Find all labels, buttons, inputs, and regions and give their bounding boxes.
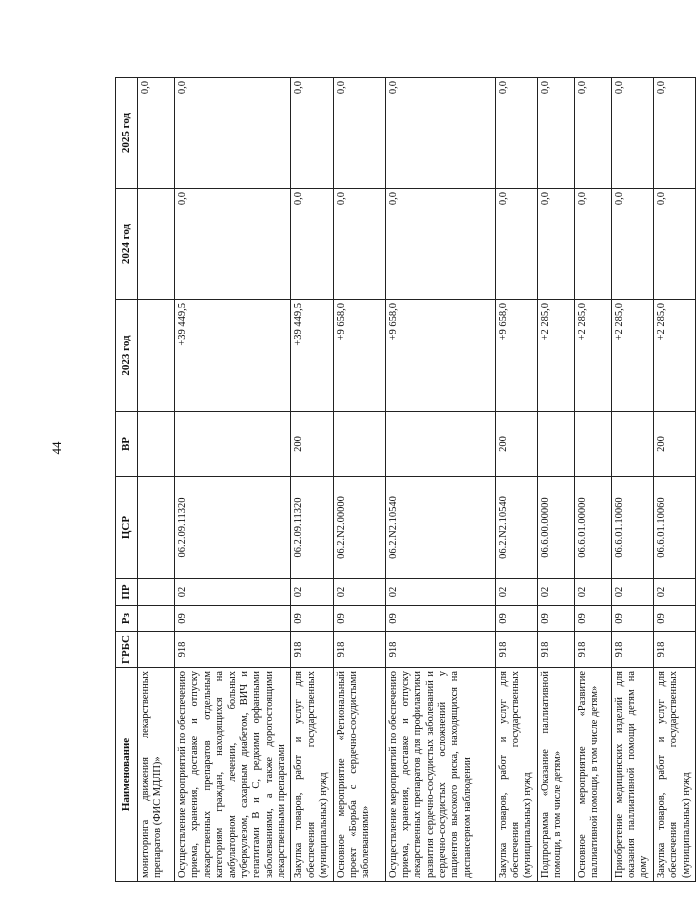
row-vr: 200 xyxy=(291,412,333,477)
header-csr: ЦСР xyxy=(116,477,138,579)
row-vr xyxy=(574,412,611,477)
header-name: Наименование xyxy=(116,668,138,882)
row-2025: 0,0 xyxy=(574,78,611,189)
row-pr xyxy=(138,579,175,606)
row-2025: 0,0 xyxy=(653,78,695,189)
row-pr: 02 xyxy=(574,579,611,606)
row-2024 xyxy=(138,189,175,300)
row-2025: 0,0 xyxy=(537,78,574,189)
row-2025: 0,0 xyxy=(611,78,653,189)
row-2025: 0,0 xyxy=(495,78,537,189)
header-grbs: ГРБС xyxy=(116,632,138,668)
budget-table xyxy=(115,77,696,882)
row-grbs: 918 xyxy=(653,632,695,668)
row-csr: 06.6.01.10060 xyxy=(611,477,653,579)
row-name: Закупка товаров, работ и услуг для обеспечения государственных (муниципальных) нужд xyxy=(495,668,537,882)
row-vr: 200 xyxy=(653,412,695,477)
row-rz: 09 xyxy=(574,606,611,632)
header-rz: Рз xyxy=(116,606,138,632)
row-grbs xyxy=(138,632,175,668)
row-name: Подпрограмма «Оказание паллиативной помощи, в том числе детям» xyxy=(537,668,574,882)
row-csr: 06.6.00.00000 xyxy=(537,477,574,579)
row-vr xyxy=(385,412,495,477)
header-2024: 2024 год xyxy=(116,189,138,300)
row-name: мониторинга движения лекарственных препаратов (ФИС МДЛП)» xyxy=(138,668,175,882)
row-2024: 0,0 xyxy=(175,189,291,300)
row-2024: 0,0 xyxy=(653,189,695,300)
row-vr xyxy=(537,412,574,477)
row-grbs: 918 xyxy=(385,632,495,668)
row-grbs: 918 xyxy=(537,632,574,668)
row-csr: 06.2.09.11320 xyxy=(291,477,333,579)
row-csr: 06.6.01.00000 xyxy=(574,477,611,579)
row-name: Основное мероприятие «Региональный проект «Борьба с сердечно-сосудистыми заболеваниями» xyxy=(333,668,385,882)
row-rz: 09 xyxy=(333,606,385,632)
row-grbs: 918 xyxy=(574,632,611,668)
table-row xyxy=(495,78,537,882)
table-header-row xyxy=(116,78,138,882)
row-name: Осуществление мероприятий по обеспечению приема, хранения, доставке и отпуску лекарственных препаратов для профилактики развития сердечно-сосудистых заболеваний и сердечно-сосудистых осложнений у пациентов высокого риска, находящихся на диспансерном наблюдении xyxy=(385,668,495,882)
row-grbs: 918 xyxy=(175,632,291,668)
row-name: Закупка товаров, работ и услуг для обеспечения государственных (муниципальных) нужд xyxy=(291,668,333,882)
row-grbs: 918 xyxy=(291,632,333,668)
table-row xyxy=(291,78,333,882)
row-csr: 06.2.N2.00000 xyxy=(333,477,385,579)
row-vr xyxy=(333,412,385,477)
row-2025: 0,0 xyxy=(138,78,175,189)
row-rz: 09 xyxy=(611,606,653,632)
row-csr xyxy=(138,477,175,579)
row-name: Закупка товаров, работ и услуг для обеспечения государственных (муниципальных) нужд xyxy=(653,668,695,882)
row-2024: 0,0 xyxy=(495,189,537,300)
row-grbs: 918 xyxy=(495,632,537,668)
row-csr: 06.6.01.10060 xyxy=(653,477,695,579)
row-2023: +2 285,0 xyxy=(653,300,695,412)
row-rz xyxy=(138,606,175,632)
table-row xyxy=(138,78,175,882)
row-2023: +9 658,0 xyxy=(333,300,385,412)
table-row xyxy=(385,78,495,882)
row-pr: 02 xyxy=(291,579,333,606)
row-rz: 09 xyxy=(653,606,695,632)
header-2023: 2023 год xyxy=(116,300,138,412)
row-2024: 0,0 xyxy=(333,189,385,300)
row-2023: +9 658,0 xyxy=(495,300,537,412)
row-pr: 02 xyxy=(611,579,653,606)
header-pr: ПР xyxy=(116,579,138,606)
row-2025: 0,0 xyxy=(333,78,385,189)
row-name: Основное мероприятие «Развитие паллиативной помощи, в том числе детям» xyxy=(574,668,611,882)
rotated-table-container xyxy=(115,78,692,882)
row-2024: 0,0 xyxy=(385,189,495,300)
row-2023: +39 449,5 xyxy=(291,300,333,412)
row-pr: 02 xyxy=(333,579,385,606)
row-2024: 0,0 xyxy=(537,189,574,300)
row-name: Осуществление мероприятий по обеспечению приема, хранения, доставке и отпуску лекарственных препаратов отдельным категориям граждан, находящихся на амбулаторном лечении, больных туберкулезом, сахарным диабетом, ВИЧ и гепатитами В и С, редкими орфанными заболеваниями, а также дорогостоящими лекарственными препаратами xyxy=(175,668,291,882)
row-2024: 0,0 xyxy=(611,189,653,300)
row-pr: 02 xyxy=(495,579,537,606)
row-csr: 06.2.09.11320 xyxy=(175,477,291,579)
row-2023: +2 285,0 xyxy=(537,300,574,412)
page-number: 44 xyxy=(49,441,64,455)
table-row xyxy=(333,78,385,882)
row-vr xyxy=(611,412,653,477)
row-grbs: 918 xyxy=(333,632,385,668)
row-csr: 06.2.N2.10540 xyxy=(385,477,495,579)
row-2025: 0,0 xyxy=(291,78,333,189)
row-2023: +2 285,0 xyxy=(611,300,653,412)
row-pr: 02 xyxy=(175,579,291,606)
row-vr xyxy=(138,412,175,477)
row-pr: 02 xyxy=(537,579,574,606)
row-rz: 09 xyxy=(291,606,333,632)
row-csr: 06.2.N2.10540 xyxy=(495,477,537,579)
row-pr: 02 xyxy=(385,579,495,606)
table-row xyxy=(653,78,695,882)
row-vr xyxy=(175,412,291,477)
row-2023: +9 658,0 xyxy=(385,300,495,412)
row-2025: 0,0 xyxy=(175,78,291,189)
row-name: Приобретение медицинских изделий для оказания паллиативной помощи детям на дому xyxy=(611,668,653,882)
row-vr: 200 xyxy=(495,412,537,477)
table-row xyxy=(537,78,574,882)
row-rz: 09 xyxy=(537,606,574,632)
row-rz: 09 xyxy=(175,606,291,632)
row-2024: 0,0 xyxy=(291,189,333,300)
header-vr: ВР xyxy=(116,412,138,477)
row-2023: +2 285,0 xyxy=(574,300,611,412)
table-row xyxy=(574,78,611,882)
row-grbs: 918 xyxy=(611,632,653,668)
row-pr: 02 xyxy=(653,579,695,606)
row-rz: 09 xyxy=(495,606,537,632)
row-2023: +39 449,5 xyxy=(175,300,291,412)
row-rz: 09 xyxy=(385,606,495,632)
row-2023 xyxy=(138,300,175,412)
table-row xyxy=(175,78,291,882)
row-2025: 0,0 xyxy=(385,78,495,189)
header-2025: 2025 год xyxy=(116,78,138,189)
table-row xyxy=(611,78,653,882)
row-2024: 0,0 xyxy=(574,189,611,300)
